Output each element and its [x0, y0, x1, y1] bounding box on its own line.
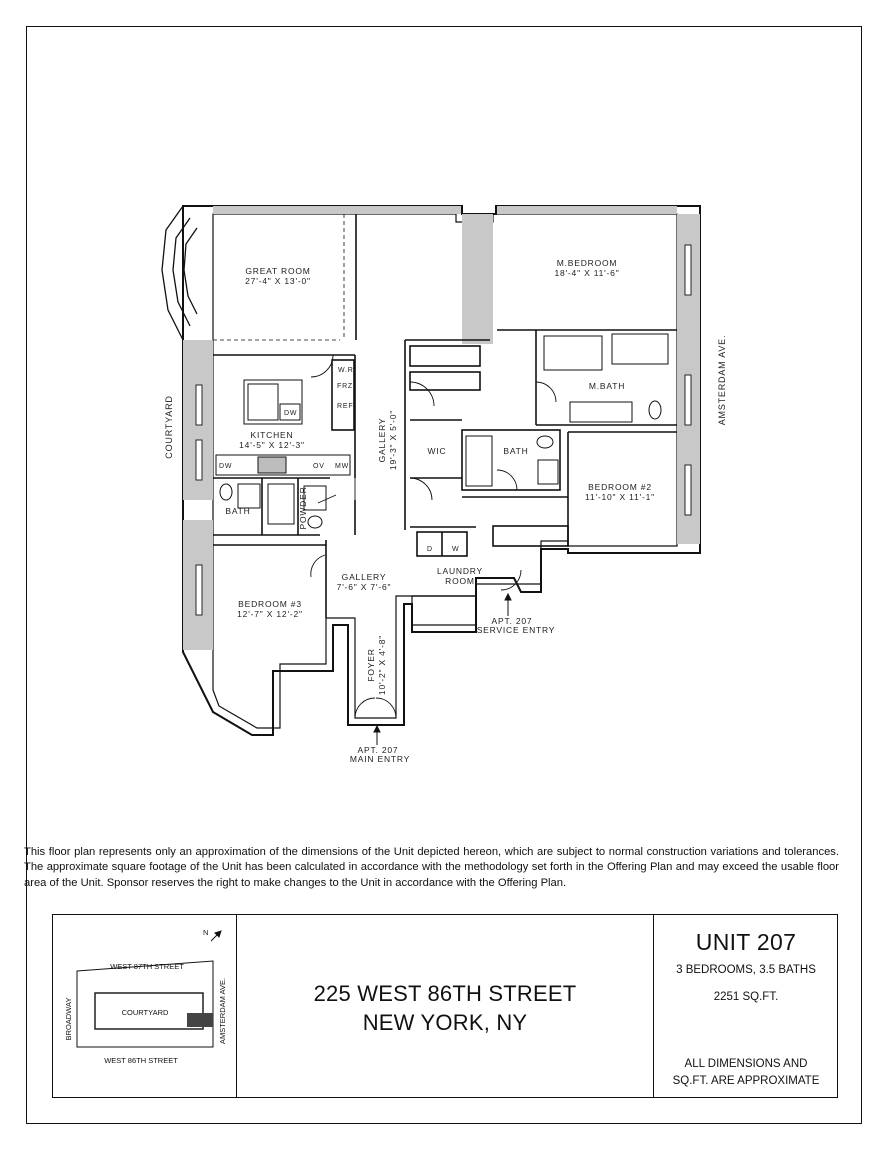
key-courtyard: COURTYARD [121, 1008, 169, 1017]
block-outline [77, 961, 213, 1047]
address-line1: 225 WEST 86TH STREET [313, 981, 577, 1006]
room-name: GALLERY [377, 417, 387, 463]
room-dims: 12'-7" X 12'-2" [237, 609, 303, 619]
unit-sqft: 2251 SQ.FT. [713, 991, 779, 1003]
room-name: BEDROOM #2 [588, 482, 652, 492]
unit-name: UNIT 207 [695, 929, 797, 955]
appliance-label: D [427, 546, 433, 553]
room-labels [225, 258, 655, 695]
key-top-street: WEST 87TH STREET [110, 962, 184, 971]
unit-location-marker [187, 1013, 213, 1027]
room-dims: 11'-10" X 11'-1" [585, 492, 655, 502]
service-entry-line1: APT. 207 [491, 616, 533, 626]
room-name: GREAT ROOM [245, 266, 311, 276]
north-arrow [211, 931, 221, 941]
room-dims: 10'-2" X 4'-8" [377, 634, 387, 696]
address-line2: NEW YORK, NY [362, 1010, 528, 1035]
courtyard-label: COURTYARD [164, 395, 174, 459]
key-bottom-street: WEST 86TH STREET [104, 1056, 178, 1065]
room-dims: 27'-4" X 13'-0" [245, 276, 311, 286]
main-entry-line2: MAIN ENTRY [349, 754, 411, 764]
appliance-label: MW [335, 463, 350, 470]
room-name: LAUNDRY [436, 566, 484, 576]
approx-note-line1: ALL DIMENSIONS AND [684, 1058, 808, 1070]
room-name: GALLERY [341, 572, 387, 582]
room-name: BEDROOM #3 [238, 599, 302, 609]
room-name: M.BEDROOM [556, 258, 618, 268]
appliance-label: W.R. [338, 367, 357, 374]
room-name-2: ROOM [445, 576, 475, 586]
north-label: N [203, 928, 209, 937]
service-entry-line2: SERVICE ENTRY [476, 625, 556, 635]
appliance-label: W [452, 546, 460, 553]
unit-info [654, 915, 838, 1097]
appliance-labels [219, 367, 459, 553]
appliance-label: REF [337, 403, 354, 410]
appliance-label: OV [313, 463, 325, 470]
key-plan [53, 915, 237, 1097]
room-name: POWDER [298, 486, 308, 530]
appliance-label: DW [284, 410, 298, 417]
approx-note-line2: SQ.FT. ARE APPROXIMATE [672, 1075, 820, 1087]
key-plan-map [53, 915, 236, 1097]
room-name: M.BATH [588, 381, 626, 391]
room-dims: 14'-5" X 12'-3" [239, 440, 305, 450]
entry-arrows [374, 594, 511, 745]
room-name: KITCHEN [250, 430, 294, 440]
unit-beds-baths: 3 BEDROOMS, 3.5 BATHS [676, 964, 816, 976]
title-block [52, 914, 838, 1098]
room-name: BATH [503, 446, 529, 456]
room-name: WIC [427, 446, 447, 456]
disclaimer-text: This floor plan represents only an approximation of the dimensions of the Unit depicted hereon, which are subject to normal construction variations and tolerances. The approximate square footage of the Unit has been calculated in accordance with the methodology set forth in the Offering Plan and may exceed the usable floor area of the Unit. Sponsor reserves the right to make changes to the Unit in accordance with the Offering Plan. [24, 846, 839, 889]
room-name: BATH [225, 506, 251, 516]
appliance-label: FRZ [337, 383, 354, 390]
bay-window [162, 206, 197, 340]
address-block [237, 915, 654, 1097]
key-left-street: BROADWAY [64, 997, 73, 1041]
room-dims: 18'-4" X 11'-6" [554, 268, 620, 278]
amsterdam-label: AMSTERDAM AVE. [717, 334, 727, 426]
room-dims: 19'-3" X 5'-0" [388, 409, 398, 471]
appliance-label: DW [219, 463, 233, 470]
main-entry-line1: APT. 207 [357, 745, 399, 755]
room-name: FOYER [366, 648, 376, 682]
key-right-street: AMSTERDAM AVE. [218, 977, 227, 1045]
room-dims: 7'-6" X 7'-6" [336, 582, 392, 592]
